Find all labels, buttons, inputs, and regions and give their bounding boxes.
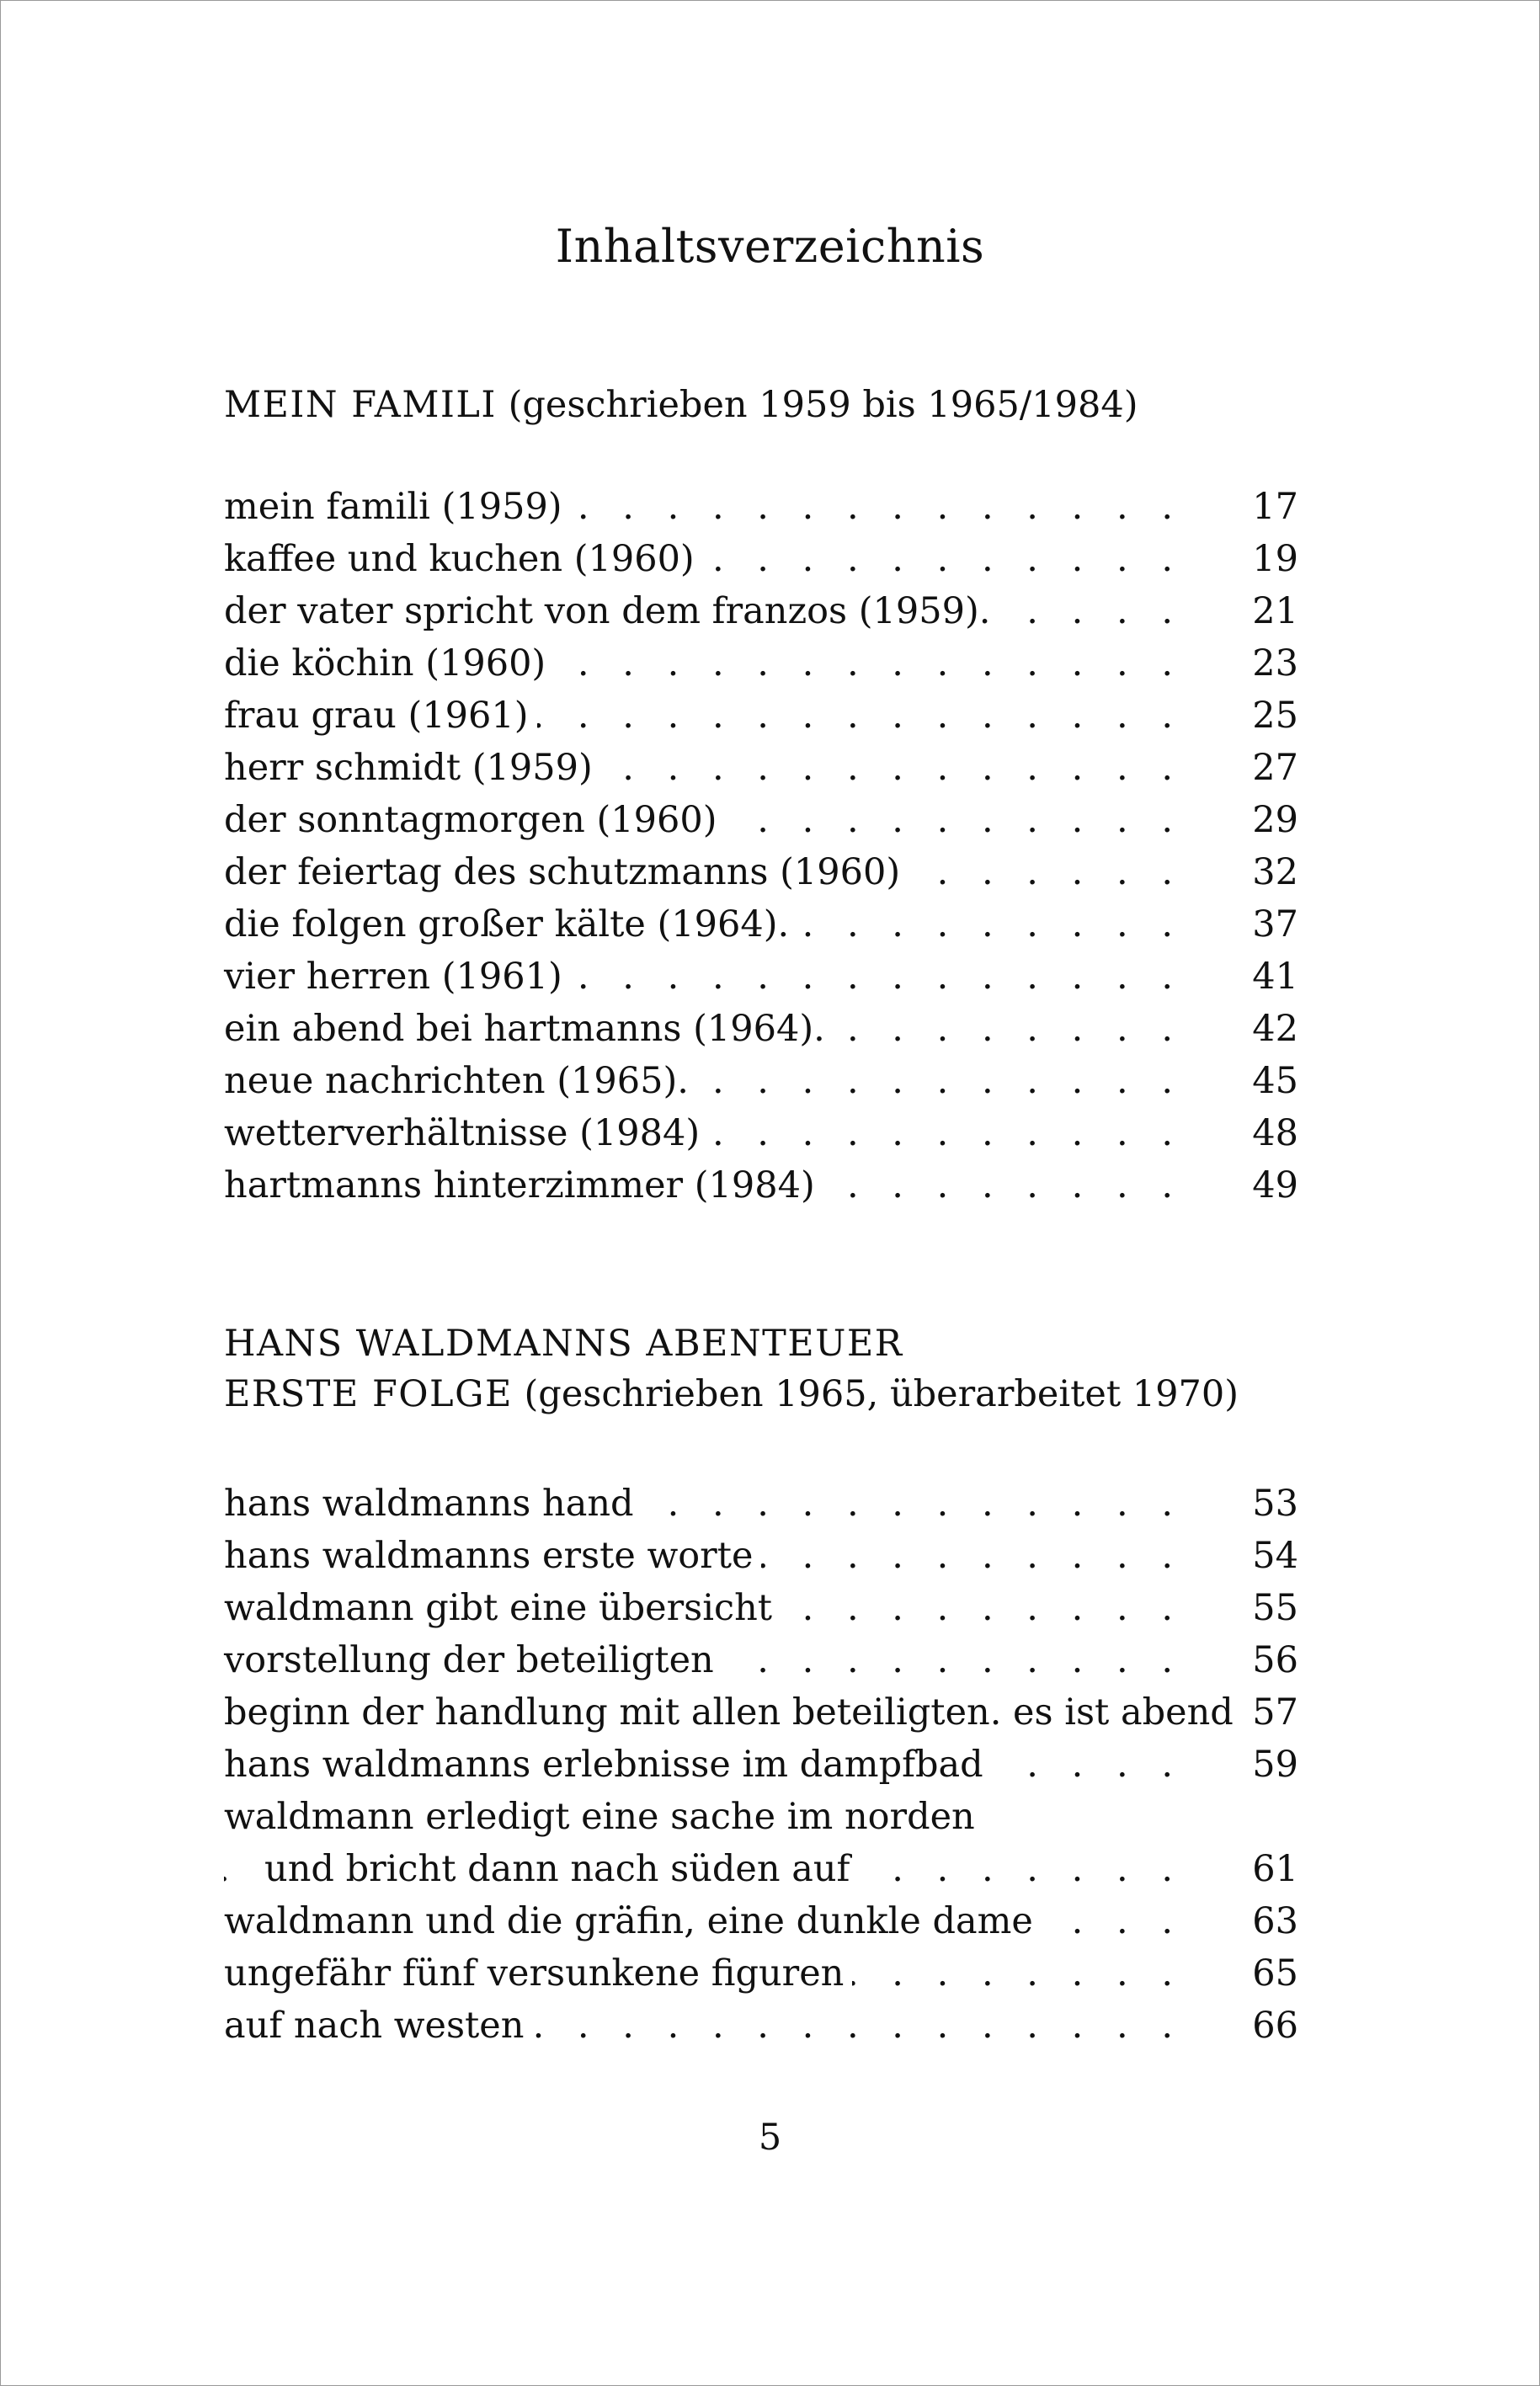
toc-entry-title: herr schmidt (1959) xyxy=(224,742,601,794)
toc-entry-page: 45 xyxy=(1252,1060,1298,1102)
toc-entry[interactable] xyxy=(224,1895,1298,1947)
toc-entry-title: hans waldmanns hand xyxy=(224,1478,642,1530)
toc-entry-first-line[interactable] xyxy=(224,1791,1298,1843)
toc-entry-title: der feiertag des schutzmanns (1960) xyxy=(224,846,909,898)
toc-entry-page: 19 xyxy=(1252,538,1298,580)
toc-entry[interactable] xyxy=(224,1686,1298,1739)
toc-entry[interactable] xyxy=(224,533,1298,585)
toc-entry-page: 25 xyxy=(1252,695,1298,737)
toc-entry[interactable] xyxy=(224,1739,1298,1791)
toc-entry-page: 37 xyxy=(1252,903,1298,945)
toc-list-mein-famili xyxy=(224,481,1298,1212)
toc-entry[interactable] xyxy=(224,2000,1298,2052)
toc-entry-page: 56 xyxy=(1252,1639,1298,1681)
toc-entry[interactable] xyxy=(224,794,1298,846)
section-heading-caps: MEIN FAMILI xyxy=(224,384,497,426)
toc-entry-title: der sonntagmorgen (1960) xyxy=(224,794,726,846)
toc-entry-page: 61 xyxy=(1252,1848,1298,1890)
toc-list-hans-waldmann xyxy=(224,1478,1298,2052)
toc-entry-title: mein famili (1959) xyxy=(224,481,571,533)
toc-entry[interactable] xyxy=(224,898,1298,951)
toc-entry-page: 21 xyxy=(1252,590,1298,632)
toc-entry[interactable] xyxy=(224,690,1298,742)
page-title: Inhaltsverzeichnis xyxy=(555,220,985,273)
toc-entry-page: 29 xyxy=(1252,799,1298,841)
page-number-folio: 5 xyxy=(758,2117,782,2159)
toc-entry-page: 55 xyxy=(1252,1587,1298,1629)
toc-entry[interactable] xyxy=(224,1107,1298,1159)
toc-entry-title: vorstellung der beteiligten xyxy=(224,1634,722,1686)
toc-entry[interactable] xyxy=(224,1478,1298,1530)
toc-entry-page: 41 xyxy=(1252,956,1298,998)
toc-entry-page: 23 xyxy=(1252,642,1298,684)
toc-entry-title: die folgen großer kälte (1964). xyxy=(224,898,797,951)
toc-entry-title: die köchin (1960) xyxy=(224,637,554,690)
toc-entry[interactable] xyxy=(224,846,1298,898)
toc-entry-page: 66 xyxy=(1252,2005,1298,2047)
toc-entry-title: hartmanns hinterzimmer (1984) xyxy=(224,1159,823,1212)
toc-entry[interactable] xyxy=(224,585,1298,637)
toc-entry-title: waldmann und die gräfin, eine dunkle dame xyxy=(224,1895,1042,1947)
toc-entry-title: der vater spricht von dem franzos (1959). xyxy=(224,585,999,637)
toc-entry-title: frau grau (1961) xyxy=(224,690,537,742)
section-heading-subtitle: (geschrieben 1965, überarbeitet 1970) xyxy=(512,1373,1239,1415)
toc-entry-title: waldmann erledigt eine sache im norden xyxy=(224,1791,983,1843)
section-heading-subtitle: (geschrieben 1959 bis 1965/1984) xyxy=(496,384,1138,426)
toc-entry-page: 42 xyxy=(1252,1008,1298,1050)
toc-entry-page: 48 xyxy=(1252,1112,1298,1154)
toc-entry[interactable] xyxy=(224,1003,1298,1055)
toc-entry-continuation[interactable] xyxy=(224,1843,1298,1895)
toc-entry-page: 65 xyxy=(1252,1952,1298,1995)
section-heading-caps: ERSTE FOLGE xyxy=(224,1373,513,1415)
toc-entry-title-continuation: und bricht dann nach süden auf xyxy=(264,1843,858,1895)
toc-entry-page: 57 xyxy=(1252,1691,1298,1734)
toc-entry-title: waldmann gibt eine übersicht xyxy=(224,1582,781,1634)
toc-entry-title: hans waldmanns erlebnisse im dampfbad xyxy=(224,1739,992,1791)
toc-entry[interactable] xyxy=(224,1582,1298,1634)
toc-entry-title: beginn der handlung mit allen beteiligten. es ist abend xyxy=(224,1686,1242,1739)
toc-entry-title: ungefähr fünf versunkene figuren xyxy=(224,1947,852,2000)
toc-entry-page: 54 xyxy=(1252,1535,1298,1577)
toc-entry-page: 63 xyxy=(1252,1900,1298,1942)
toc-entry-title: auf nach westen xyxy=(224,2000,532,2052)
toc-entry-page: 27 xyxy=(1252,747,1298,789)
toc-entry[interactable] xyxy=(224,637,1298,690)
toc-entry[interactable] xyxy=(224,1159,1298,1212)
toc-entry-page: 53 xyxy=(1252,1483,1298,1525)
toc-entry[interactable] xyxy=(224,1634,1298,1686)
toc-entry[interactable] xyxy=(224,1947,1298,2000)
toc-entry[interactable] xyxy=(224,1530,1298,1582)
toc-entry-title: vier herren (1961) xyxy=(224,951,571,1003)
toc-entry[interactable] xyxy=(224,481,1298,533)
section-heading-hans-waldmann xyxy=(224,1318,1319,1419)
toc-entry[interactable] xyxy=(224,951,1298,1003)
section-heading-line1: HANS WALDMANNS ABENTEUER xyxy=(224,1323,903,1365)
toc-entry-title: neue nachrichten (1965). xyxy=(224,1055,697,1107)
toc-entry-page: 49 xyxy=(1252,1164,1298,1206)
toc-entry-title: hans waldmanns erste worte xyxy=(224,1530,761,1582)
toc-entry[interactable] xyxy=(224,742,1298,794)
toc-entry-title: kaffee und kuchen (1960) xyxy=(224,533,703,585)
toc-entry-page: 17 xyxy=(1252,486,1298,528)
section-heading-mein-famili xyxy=(224,380,1319,430)
toc-entry-page: 59 xyxy=(1252,1744,1298,1786)
toc-entry[interactable] xyxy=(224,1055,1298,1107)
toc-entry-title: wetterverhältnisse (1984) xyxy=(224,1107,708,1159)
toc-entry-title: ein abend bei hartmanns (1964). xyxy=(224,1003,834,1055)
toc-entry-page: 32 xyxy=(1252,851,1298,893)
